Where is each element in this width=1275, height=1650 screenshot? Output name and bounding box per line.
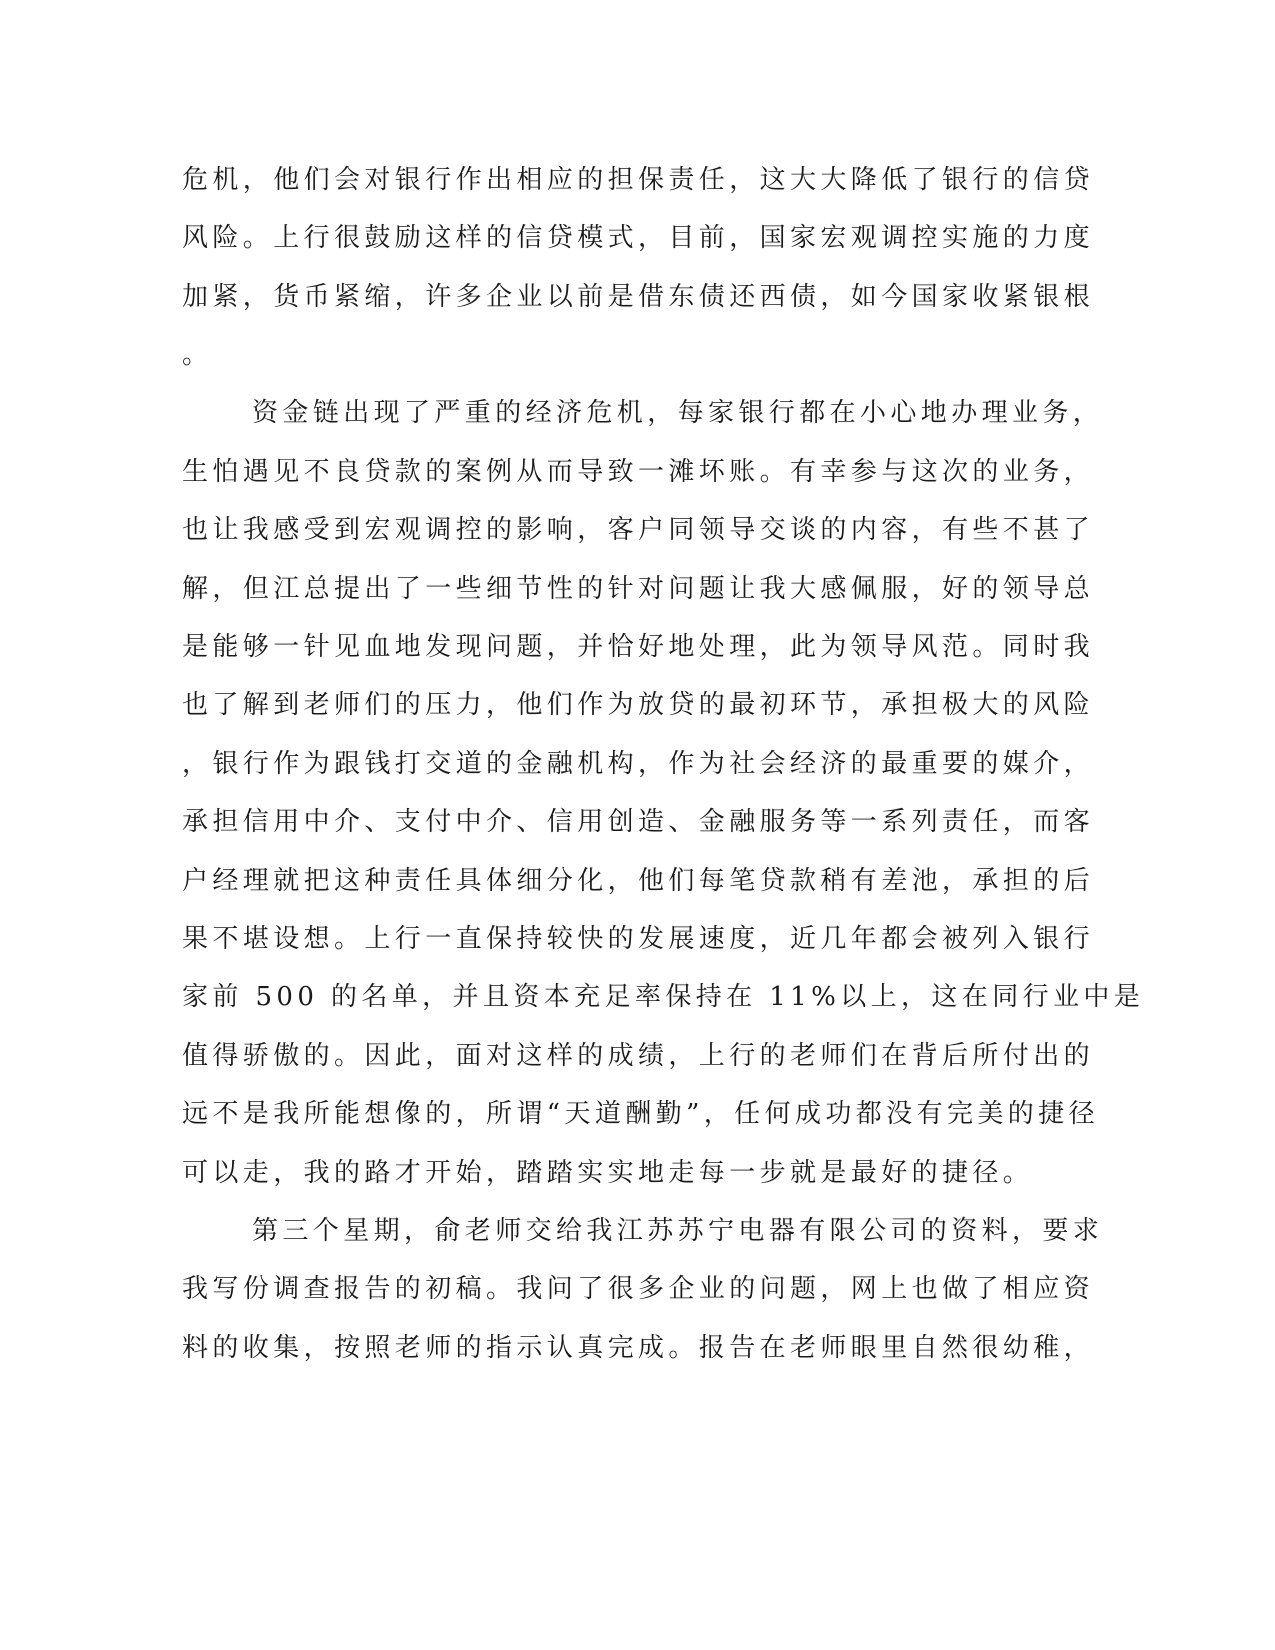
text-line: 风险。上行很鼓励这样的信贷模式，目前，国家宏观调控实施的力度: [182, 223, 1095, 253]
text-line: 加紧，货币紧缩，许多企业以前是借东债还西债，如今国家收紧银根: [182, 282, 1095, 312]
text-line: 料的收集，按照老师的指示认真完成。报告在老师眼里自然很幼稚，: [182, 1333, 1095, 1363]
text-line: 远不是我所能想像的，所谓“天道酬勤”，任何成功都没有完美的捷径: [182, 1099, 1099, 1129]
text-line: 是能够一针见血地发现问题，并恰好地处理，此为领导风范。同时我: [182, 632, 1095, 662]
text-line: 承担信用中介、支付中介、信用创造、金融服务等一系列责任，而客: [182, 807, 1095, 837]
text-line: 果不堪设想。上行一直保持较快的发展速度，近几年都会被列入银行: [182, 924, 1095, 954]
text-line: 值得骄傲的。因此，面对这样的成绩，上行的老师们在背后所付出的: [182, 1041, 1095, 1071]
text-line: 。: [182, 340, 213, 370]
text-line: 可以走，我的路才开始，踏踏实实地走每一步就是最好的捷径。: [182, 1158, 1034, 1188]
text-line: 户经理就把这种责任具体细分化，他们每笔贷款稍有差池，承担的后: [182, 866, 1095, 896]
paragraph-start-line: 第三个星期，俞老师交给我江苏苏宁电器有限公司的资料，要求: [252, 1216, 1104, 1246]
text-line: 也让我感受到宏观调控的影响，客户同领导交谈的内容，有些不甚了: [182, 515, 1095, 545]
text-line: 家前 500 的名单，并且资本充足率保持在 11%以上，这在同行业中是: [182, 982, 1145, 1012]
text-line: 我写份调查报告的初稿。我问了很多企业的问题，网上也做了相应资: [182, 1274, 1095, 1304]
text-line: ，银行作为跟钱打交道的金融机构，作为社会经济的最重要的媒介，: [182, 749, 1095, 779]
text-line: 生怕遇见不良贷款的案例从而导致一滩坏账。有幸参与这次的业务，: [182, 457, 1095, 487]
text-line: 解，但江总提出了一些细节性的针对问题让我大感佩服，好的领导总: [182, 574, 1095, 604]
text-line: 也了解到老师们的压力，他们作为放贷的最初环节，承担极大的风险: [182, 690, 1095, 720]
paragraph-start-line: 资金链出现了严重的经济危机，每家银行都在小心地办理业务，: [252, 398, 1104, 428]
text-line: 危机，他们会对银行作出相应的担保责任，这大大降低了银行的信贷: [182, 165, 1095, 195]
